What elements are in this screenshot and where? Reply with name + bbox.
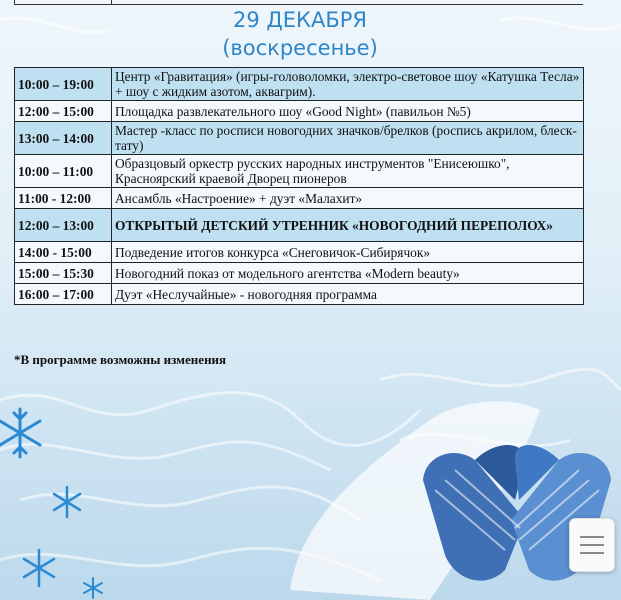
table-row <box>15 68 584 101</box>
event-time: 10:00 – 11:00 <box>15 155 112 188</box>
snowflake-icon <box>82 576 104 600</box>
hamburger-menu-icon <box>580 536 604 538</box>
event-description: Новогодний показ от модельного агентства «Modern beauty» <box>112 263 584 284</box>
table-row <box>15 101 584 122</box>
hamburger-menu-line <box>580 552 604 554</box>
event-description: Центр «Гравитация» (игры-головоломки, электро-световое шоу «Катушка Тесла» + шоу с жидким азотом, аквагрим). <box>112 68 584 101</box>
table-row <box>15 263 584 284</box>
snowflake-icon <box>0 405 46 461</box>
schedule-table <box>14 67 584 305</box>
page-subtitle: (воскресенье) <box>222 36 378 60</box>
event-time: 11:00 - 12:00 <box>15 188 112 209</box>
event-time: 10:00 – 19:00 <box>15 68 112 101</box>
table-row <box>15 155 584 188</box>
event-time: 12:00 – 13:00 <box>15 209 112 242</box>
hamburger-menu-line <box>580 544 604 546</box>
event-time: 12:00 – 15:00 <box>15 101 112 122</box>
event-time: 15:00 – 15:30 <box>15 263 112 284</box>
snowflake-icon <box>50 485 84 519</box>
table-top-rule <box>14 0 583 5</box>
event-description: Площадка развлекательного шоу «Good Night» (павильон №5) <box>112 101 584 122</box>
table-row <box>15 188 584 209</box>
table-row <box>15 209 584 242</box>
table-row <box>15 284 584 305</box>
event-time: 14:00 - 15:00 <box>15 242 112 263</box>
page-title: 29 ДЕКАБРЯ <box>232 8 367 32</box>
event-description: Образцовый оркестр русских народных инструментов "Енисеюшко", Красноярский краевой Дворец пионеров <box>112 155 584 188</box>
snowflake-icon <box>22 548 56 588</box>
event-time: 16:00 – 17:00 <box>15 284 112 305</box>
event-time: 13:00 – 14:00 <box>15 122 112 155</box>
table-row <box>15 122 584 155</box>
event-description: Ансамбль «Настроение» + дуэт «Малахит» <box>112 188 584 209</box>
program-change-note: *В программе возможны изменения <box>14 352 227 367</box>
event-description: Мастер -класс по росписи новогодних значков/брелков (роспись акрилом, блеск-тату) <box>112 122 584 155</box>
event-description: Дуэт «Неслучайные» - новогодняя программа <box>112 284 584 305</box>
event-description: ОТКРЫТЫЙ ДЕТСКИЙ УТРЕННИК «НОВОГОДНИЙ ПЕРЕПОЛОХ» <box>112 209 584 242</box>
event-description: Подведение итогов конкурса «Снеговичок-Сибирячок» <box>112 242 584 263</box>
table-row <box>15 242 584 263</box>
schedule-header <box>0 6 600 62</box>
menu-button[interactable] <box>569 518 615 572</box>
